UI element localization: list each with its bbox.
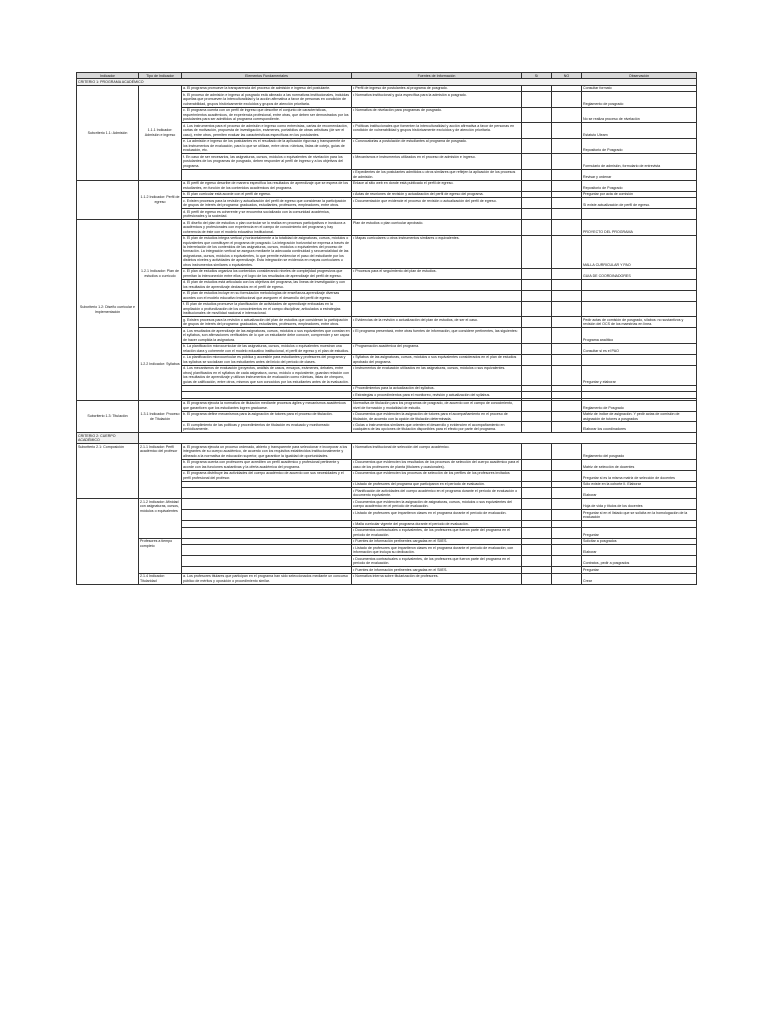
- col-observacion: Observación: [582, 73, 697, 79]
- col-elementos: Elementos Fundamentales: [182, 73, 352, 79]
- element-cell: [182, 488, 352, 499]
- observation-cell: Programa analítico: [582, 328, 697, 343]
- indicator-type: 1.1.2 Indicador: Perfil de egreso: [139, 180, 182, 219]
- element-cell: a. Los resultados de aprendizaje de las asignaturas, cursos, módulos o sus equivalentes que constan en el syllabus, son afirmaciones verificables de lo que un estudiante debe conocer, comprender y ser capaz de hacer cumplida la asignatura.: [183, 328, 350, 342]
- no-cell[interactable]: [552, 444, 582, 459]
- observation-cell: Consultar si es el PAO: [582, 343, 697, 354]
- si-cell[interactable]: [522, 556, 552, 567]
- source-cell: [352, 279, 522, 290]
- source-cell: • Procedimientos para la actualización del syllabus.: [352, 385, 522, 391]
- observation-cell: Contratos, pedir a posgrados: [582, 556, 697, 567]
- element-cell: e. La admisión e ingreso de los postulantes es el resultado de la aplicación rigurosa y transparente de los instrumentos de evaluación, para lo que se utilizan, entre otros: rúbricas, listas de cotejo, guías de evaluación, etc.: [182, 138, 352, 153]
- observation-cell: GUIA DE COORDINADORES: [582, 268, 697, 279]
- source-cell: • Programación académica del programa.: [352, 343, 522, 354]
- source-cell: • Malla curricular vigente del programa durante el período de evaluación.: [352, 521, 522, 527]
- si-cell[interactable]: [522, 545, 552, 556]
- si-cell[interactable]: [522, 123, 552, 138]
- no-cell[interactable]: [552, 545, 582, 556]
- observation-cell: Elaborar los coordinadores: [582, 422, 697, 433]
- no-cell[interactable]: [552, 573, 582, 584]
- si-cell[interactable]: [522, 301, 552, 316]
- table-row: [77, 400, 697, 411]
- no-cell[interactable]: [552, 138, 582, 153]
- indicator-type: 2.1.2 Indicador: Afinidad con asignaturas, cursos, módulos o equivalentes: [139, 499, 182, 538]
- observation-cell: Crear: [582, 573, 697, 584]
- observation-cell: Estatuto Uleam: [582, 123, 697, 138]
- observation-cell: [582, 209, 697, 220]
- no-cell[interactable]: [552, 220, 582, 235]
- source-cell: • Perfil de ingreso de postulantes al programa de posgrado.: [352, 85, 522, 91]
- indicator-type: 1.2.1 Indicador: Plan de estudios o currículo: [139, 220, 182, 328]
- element-cell: a. El programa promueve la transparencia del proceso de admisión e ingreso del postulante.: [182, 85, 352, 91]
- si-cell[interactable]: [522, 354, 552, 365]
- element-cell: c. El cumplimiento de las políticas y procedimientos de titulación es evaluado y monitoreado periódicamente.: [182, 422, 352, 433]
- source-cell: • Guías o instrumentos similares que orienten el desarrollo y evidencien el acompañamiento en cualquiera de las opciones de titulación disponibles para el efecto por parte del programa.: [352, 422, 522, 433]
- observation-cell: [582, 354, 697, 365]
- subcriterio-titulacion: Subcriterio 1.3: Titulación: [77, 400, 139, 433]
- source-cell: • Normativa institucional de selección del cuerpo académico.: [352, 444, 522, 459]
- observation-cell: PROYECTO DEL PROGRAMA: [582, 220, 697, 235]
- element-cell: f. El plan de estudios promueve la planificación de actividades de aprendizaje enfocadas en la ampliación o profundización de los conocimientos en el campo disciplinar, articulados a estrategias institucionales de movilidad nacional e internacional.: [182, 301, 352, 316]
- observation-cell: Sólo existe en la cohorte II. Elaborar: [582, 481, 697, 487]
- source-cell: [352, 290, 522, 301]
- si-cell[interactable]: [522, 220, 552, 235]
- indicator-type: 2.1.1 Indicador: Perfil académico del profesor: [139, 444, 182, 499]
- source-cell: • Normativa de nivelación para programas de posgrado.: [352, 107, 522, 122]
- observation-cell: Preguntar: [582, 527, 697, 538]
- no-cell[interactable]: [552, 556, 582, 567]
- si-cell[interactable]: [522, 279, 552, 290]
- element-cell: c. El plan de estudios organiza los contenidos considerando niveles de complejidad progresivos que permitan la interconexión entre ellos y el logro de los resultados de aprendizaje del perfil de egreso.: [182, 268, 352, 279]
- element-cell: c. El programa cuenta con un perfil de ingreso que describe el conjunto de características, requerimientos académicos, de experiencia profesional, entre otras, que deben ser demostrados por los postulantes para ser admitidos al programa correspondiente.: [182, 107, 352, 122]
- no-cell[interactable]: [552, 354, 582, 365]
- no-cell[interactable]: [552, 459, 582, 470]
- observation-cell: Formulario de admisión, formulario de entrevista: [582, 154, 697, 169]
- observation-cell: Reglamento de posgrado: [582, 92, 697, 107]
- source-cell: • Mapas curriculares u otros instrumentos similares o equivalentes.: [352, 235, 522, 268]
- element-cell: b. El proceso de admisión e ingreso al posgrado está alineado a las normativas institucionales, incluidas aquellas que promueven la interculturalidad y la acción afirmativa a favor de personas en condición de vulnerabilidad, grupos históricamente excluidos y grupos de atención prioritaria.: [182, 92, 352, 107]
- evaluation-table: [76, 72, 697, 585]
- indicator-type: Profesores a tiempo completo: [139, 538, 182, 573]
- source-cell: • Documentos contractuales o equivalentes, de los profesores que fueron parte del programa en el período de evaluación.: [352, 527, 522, 538]
- observation-cell: Consultar formato: [582, 85, 697, 91]
- si-cell[interactable]: [522, 209, 552, 220]
- source-cell: • Fuentes de información pertinentes cargadas en el SIIES.: [352, 538, 522, 544]
- no-cell[interactable]: [552, 290, 582, 301]
- col-no: NO: [552, 73, 582, 79]
- element-cell: d. El perfil de egreso es coherente y se encuentra socializado con la comunidad académica, profesionales y la sociedad.: [182, 209, 352, 220]
- no-cell[interactable]: [552, 268, 582, 279]
- element-cell: [182, 527, 352, 538]
- no-cell[interactable]: [552, 209, 582, 220]
- observation-cell: Preguntar si en el listado que se solicita en la homologación de la evaluación: [582, 510, 697, 521]
- element-cell: [182, 510, 352, 521]
- no-cell[interactable]: [552, 365, 582, 385]
- element-cell: g. Existen procesos para la revisión o actualización del plan de estudios que consideran la participación de grupos de interés del programa: graduados, estudiantes, profesores, empleadores, entre otros.: [182, 317, 352, 328]
- si-cell[interactable]: [522, 290, 552, 301]
- no-cell[interactable]: [552, 317, 582, 328]
- element-cell: f. En caso de ser necesarios, las asignaturas, cursos, módulos o equivalentes de nivelación para los postulantes de los programas de posgrado, deben responder al perfil de ingreso y a los objetivos del programa.: [182, 154, 352, 169]
- criterio-2: CRITERIO 2: CUERPO ACADÉMICO: [77, 433, 139, 444]
- si-cell[interactable]: [522, 488, 552, 499]
- source-cell: • Documentos contractuales o equivalentes, de los profesores que fueron parte del programa en el período de evaluación.: [352, 556, 522, 567]
- no-cell[interactable]: [552, 488, 582, 499]
- element-cell: a. El perfil de egreso describe de manera específica los resultados de aprendizaje que se espera de los estudiantes, en función de los contenidos académicos del programa.: [182, 180, 352, 191]
- element-cell: a. El programa ejecuta la normativa de titulación mediante procesos ágiles y mecanismos académicos que garanticen que los estudiantes logren graduarse.: [182, 400, 352, 411]
- observation-cell: Reglamento de Posgrado: [582, 400, 697, 411]
- source-cell: [352, 209, 522, 220]
- element-cell: d. El plan de estudios está articulado con los objetivos del programa, las líneas de investigación y con los resultados de aprendizaje declarados en el perfil de egreso.: [182, 279, 352, 290]
- element-cell: b. El plan curricular está acorde con el perfil de egreso.: [182, 191, 352, 197]
- si-cell[interactable]: [522, 317, 552, 328]
- si-cell[interactable]: [522, 154, 552, 169]
- col-tipo: Tipo de Indicador: [139, 73, 182, 79]
- observation-cell: Repositorio de Posgrado: [582, 180, 697, 191]
- criterio-2-blank: [139, 433, 697, 444]
- source-cell: Enlace al sitio web en donde está publicado el perfil de egreso.: [352, 180, 522, 191]
- source-cell: [352, 301, 522, 316]
- element-cell: d. Los instrumentos para el proceso de admisión e ingreso como entrevistas, cartas de recomendación, cartas de motivación, propuesta de investigación, exámenes, portafolios de obras artísticas (de ser el caso), entre otros, permiten evaluar las características específicas en los postulantes.: [182, 123, 352, 138]
- element-cell: a. El programa ejecuta un proceso ordenado, abierto y transparente para seleccionar e incorporar a los integrantes de su cuerpo académico, de acuerdo con los requisitos establecidos institucionalmente y alineado a la normativa de educación superior, que garantice la igualdad de oportunidades.: [182, 444, 352, 459]
- source-cell: • Procesos para el seguimiento del plan de estudios.: [352, 268, 522, 279]
- criterio-row: [77, 433, 697, 444]
- si-cell[interactable]: [522, 107, 552, 122]
- source-cell: Plan de estudios o plan curricular aprobado.: [352, 220, 522, 235]
- no-cell[interactable]: [552, 411, 582, 422]
- table-row: [77, 499, 697, 510]
- source-cell: • Listado de profesores que impartieron clases en el programa durante el período de evaluación.: [352, 510, 522, 521]
- observation-cell: MALLA CURRICULAR Y PAO: [582, 235, 697, 268]
- si-cell[interactable]: [522, 444, 552, 459]
- source-cell: • Expedientes de los postulantes admitidos u otros similares que reflejen la aplicación de los procesos de admisión.: [352, 169, 522, 180]
- element-cell: e. El plan de estudios incluye en su formulación metodologías de enseñanza-aprendizaje diversas acordes con el modelo educativo institucional que aseguren el desarrollo del perfil de egreso.: [182, 290, 352, 301]
- observation-cell: Preguntar y elaborar: [582, 365, 697, 385]
- element-cell: [182, 556, 352, 567]
- si-cell[interactable]: [522, 92, 552, 107]
- no-cell[interactable]: [552, 180, 582, 191]
- observation-cell: Matriz de selección de docentes: [582, 459, 697, 470]
- table-row: [77, 573, 697, 584]
- observation-cell: Solicitar a posgrados: [582, 538, 697, 544]
- observation-cell: Reglamento del posgrado: [582, 444, 697, 459]
- observation-cell: Matriz de índice de asignación. Y pedir actas de comisión de asignación de tutores a posgrados: [582, 411, 697, 422]
- observation-cell: Repositorio de Posgrado: [582, 138, 697, 153]
- si-cell[interactable]: [522, 198, 552, 209]
- source-cell: • Instrumentos de evaluación utilizados en las asignaturas, cursos, módulos o sus equivalentes.: [352, 365, 522, 385]
- observation-cell: Si existe actualización de perfil de egreso.: [582, 198, 697, 209]
- element-cell: [182, 499, 352, 510]
- si-cell[interactable]: [522, 328, 552, 343]
- source-cell: • Documentos que evidencien la asignación de tutores para el acompañamiento en el proceso de titulación, de acuerdo con la opción de titulación determinada.: [352, 411, 522, 422]
- no-cell[interactable]: [552, 123, 582, 138]
- col-indicador: Indicador: [77, 73, 139, 79]
- source-cell: • Listado de profesores que impartieron clases en el programa durante el período de evaluación, con información que incluya su dedicación.: [352, 545, 522, 556]
- si-cell[interactable]: [522, 138, 552, 153]
- col-fuentes: Fuentes de Información: [352, 73, 522, 79]
- si-cell[interactable]: [522, 268, 552, 279]
- si-cell[interactable]: [522, 527, 552, 538]
- element-cell: d. Los mecanismos de evaluación (proyectos, análisis de casos, ensayos, exámenes, debates, entre otros) planificados en el syllabus de cada asignatura, curso, módulo o equivalente, guardan relación con los resultados de aprendizaje y utilizan instrumentos de evaluación como rúbricas, listas de chequeo, guías de calificación, entre otros, mismos que son conocidos por los estudiantes antes de la evaluación.: [182, 365, 352, 385]
- no-cell[interactable]: [552, 279, 582, 290]
- observation-cell: Preguntar si es la misma matriz de selección de docentes: [582, 470, 697, 481]
- source-cell: • Actas de reuniones de revisión y actualización del perfil de egreso del programa.: [352, 191, 522, 197]
- source-cell: • Syllabus de las asignaturas, cursos, módulos o sus equivalentes considerados en el plan de estudios aprobado del programa.: [352, 354, 522, 365]
- observation-cell: Preguntar por acta de comisión: [582, 191, 697, 197]
- table-row: [77, 180, 697, 191]
- no-cell[interactable]: [552, 235, 582, 268]
- no-cell[interactable]: [552, 527, 582, 538]
- source-cell: • Normativa institucional y guía específica para la admisión a posgrado.: [352, 92, 522, 107]
- source-cell: • Evidencias de la revisión o actualización del plan de estudios, de ser el caso.: [352, 317, 522, 328]
- no-cell[interactable]: [552, 499, 582, 510]
- si-cell[interactable]: [522, 510, 552, 521]
- observation-cell: Elaborar: [582, 488, 697, 499]
- si-cell[interactable]: [522, 499, 552, 510]
- si-cell[interactable]: [522, 470, 552, 481]
- source-cell: • Documentación que evidencie el proceso de revisión o actualización del perfil de egreso.: [352, 198, 522, 209]
- observation-cell: Preguntar: [582, 567, 697, 573]
- no-cell[interactable]: [552, 169, 582, 180]
- si-cell[interactable]: [522, 459, 552, 470]
- no-cell[interactable]: [552, 107, 582, 122]
- element-cell: [182, 169, 352, 180]
- element-cell: b. El programa define mecanismos para la asignación de tutores para el proceso de titulación.: [182, 411, 352, 422]
- indicator-empty: [77, 499, 139, 584]
- source-cell: • Convocatorias a postulación de estudiantes al programa de posgrado.: [352, 138, 522, 153]
- indicator-type: 1.3.1 Indicador: Proceso de Titulación: [139, 400, 182, 433]
- indicator-type: 1.2.2 Indicador: Syllabus: [139, 328, 182, 400]
- document-page: [76, 72, 696, 585]
- no-cell[interactable]: [552, 343, 582, 354]
- no-cell[interactable]: [552, 154, 582, 169]
- element-cell: b. La planificación microcurricular de las asignaturas, cursos, módulos o equivalentes muestran una relación clara y coherente con el modelo educativo institucional, el perfil de egreso y el plan de estudios.: [182, 343, 352, 354]
- no-cell[interactable]: [552, 510, 582, 521]
- source-cell: • Documentos que evidencien la asignación de asignaturas, cursos, módulos o sus equivalentes del cuerpo académico en el período de evaluación.: [352, 499, 522, 510]
- criterio-1: CRITERIO 1: PROGRAMA ACADÉMICO: [77, 79, 697, 85]
- source-cell: • Mecanismos e instrumentos utilizados en el proceso de admisión e ingreso.: [352, 154, 522, 169]
- table-row: [77, 444, 697, 459]
- source-cell: • Estrategias o procedimientos para el monitoreo, revisión y actualización del syllabus.: [352, 392, 522, 398]
- si-cell[interactable]: [522, 573, 552, 584]
- no-cell[interactable]: [552, 422, 582, 433]
- source-cell: • El programa presentará, entre otras fuentes de información, que considere pertinentes, las siguientes:: [352, 328, 522, 343]
- no-cell[interactable]: [552, 470, 582, 481]
- element-cell: c. El programa distribuye las actividades del cuerpo académico de acuerdo con sus necesidades y el perfil profesional del profesor.: [182, 470, 352, 481]
- source-cell: • Documentos que evidencien los resultados de los procesos de selección del cuerpo académico para el caso de los profesores de planta (titulares y ocasionales).: [352, 459, 522, 470]
- indicator-empty: [77, 180, 139, 219]
- source-cell: • Normativa interna sobre titularización de profesores.: [352, 573, 522, 584]
- si-cell[interactable]: [522, 400, 552, 411]
- indicator-type: 1.1.1 Indicador: Admisión e ingreso: [139, 85, 182, 180]
- subcriterio-composicion: Subcriterio 2.1: Composición: [77, 444, 139, 499]
- no-cell[interactable]: [552, 198, 582, 209]
- observation-cell: [582, 301, 697, 316]
- si-cell[interactable]: [522, 343, 552, 354]
- subcriterio-admision: Subcriterio 1.1: Admisión: [77, 85, 139, 180]
- element-cell: a. El diseño del plan de estudios o plan curricular se lo realiza en procesos participativos e involucra a académicos y profesionales con experiencia en el campo de conocimiento del programa y hay coherencia de éste con el modelo educativo institucional.: [182, 220, 352, 235]
- source-cell: • Políticas institucionales que fomenten la interculturalidad y acción afirmativa a favor de personas en condición de vulnerabilidad y grupos históricamente excluidos y de atención prioritaria.: [352, 123, 522, 138]
- observation-cell: No se realiza proceso de nivelación: [582, 107, 697, 122]
- source-cell: • Listado de profesores del programa que participaron en el período de evaluación.: [352, 481, 522, 487]
- element-cell: c. La planificación microcurricular es pública y accesible para estudiantes y profesores del programa y los syllabus se socializan con los estudiantes antes del inicio del periodo de clases.: [182, 354, 352, 365]
- observation-cell: [582, 279, 697, 290]
- table-row: [77, 220, 697, 235]
- source-cell: • Planificación de actividades del cuerpo académico en el programa durante el período de evaluación o documento equivalente.: [352, 488, 522, 499]
- observation-cell: Pedir actas de comisión de posgrado, sílabos: no sustantivos y revisión del OCS de los maestrías en línea.: [582, 317, 697, 328]
- no-cell[interactable]: [552, 400, 582, 411]
- element-cell: b. El programa cuenta con profesores que acrediten un perfil académico y profesional pertinente y acorde con las funciones sustantivas y la oferta académica del programa.: [182, 459, 352, 470]
- no-cell[interactable]: [552, 328, 582, 343]
- si-cell[interactable]: [522, 169, 552, 180]
- source-cell: Normativa de titulación para los programas de posgrado, de acuerdo con el campo de conocimiento, nivel de formación y modalidad de estudio.: [352, 400, 522, 411]
- no-cell[interactable]: [552, 92, 582, 107]
- element-cell: a. Los profesores titulares que participan en el programa han sido seleccionados mediante un concurso público de méritos y oposición o procedimiento similar.: [182, 573, 352, 584]
- si-cell[interactable]: [522, 411, 552, 422]
- si-cell[interactable]: [522, 235, 552, 268]
- observation-cell: Elaborar: [582, 545, 697, 556]
- si-cell[interactable]: [522, 365, 552, 385]
- col-si: Sí: [522, 73, 552, 79]
- element-cell: [182, 545, 352, 556]
- indicator-type: 2.1.4 Indicador: Titularidad: [139, 573, 182, 584]
- observation-cell: [582, 290, 697, 301]
- si-cell[interactable]: [522, 422, 552, 433]
- subcriterio-diseno: Subcriterio 1.2: Diseño curricular e Implementación: [77, 220, 139, 400]
- element-cell: b. El plan de estudios integra vertical y horizontalmente a la totalidad de asignaturas, cursos, módulos o equivalentes que constituyen el programa de posgrado. La integración horizontal se expresa a través de la interrelación de los contenidos de las asignaturas, cursos, módulos o equivalentes del proceso de formación. La integración vertical se asegura mediante la adecuada continuidad y secuencialidad de las asignaturas, cursos, módulos o equivalentes, lo que permite evidenciar el paso del estudiante por los distintos niveles y actividades de aprendizaje. Esta integración se evidencia en mapas curriculares u otros instrumentos similares o equivalentes.: [182, 235, 352, 268]
- no-cell[interactable]: [552, 301, 582, 316]
- element-cell: c. Existen procesos para la revisión y actualización del perfil de egreso que consideran la participación de grupos de interés del programa: graduados, estudiantes, profesores, empleadores, entre otros.: [182, 198, 352, 209]
- observation-cell: Hoja de vida y títulos de los docentes: [582, 499, 697, 510]
- source-cell: • Fuentes de información pertinentes cargadas en el SIIES.: [352, 567, 522, 573]
- source-cell: • Documentos que evidencien los procesos de selección de los perfiles de los profesores invitados: [352, 470, 522, 481]
- table-row: [77, 328, 697, 343]
- si-cell[interactable]: [522, 180, 552, 191]
- observation-cell: Revisar y ordenar: [582, 169, 697, 180]
